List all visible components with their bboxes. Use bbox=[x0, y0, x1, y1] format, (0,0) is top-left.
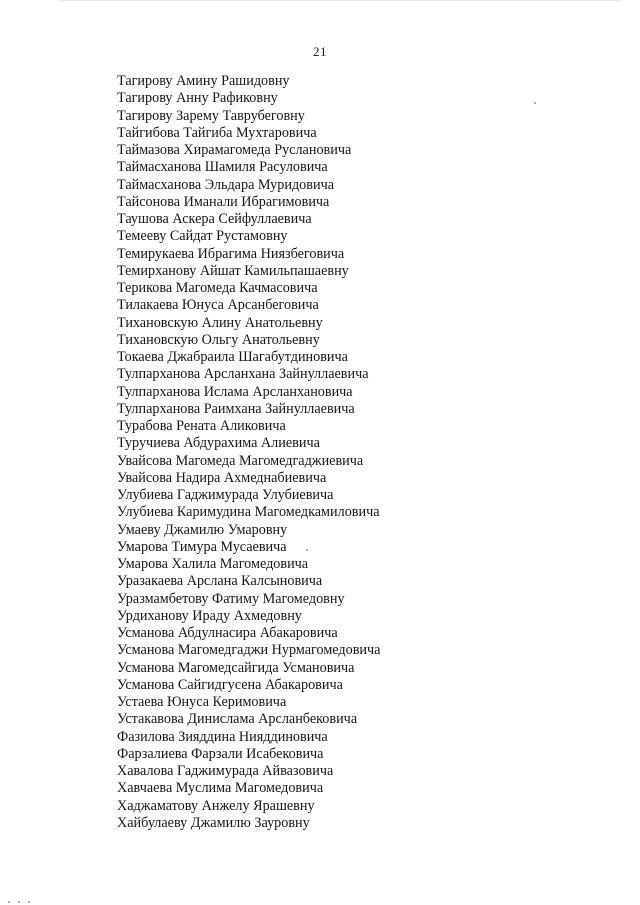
list-item: Туручиева Абдурахима Алиевича bbox=[117, 435, 320, 452]
scan-speck bbox=[534, 102, 536, 104]
list-item: Таймасханова Шамиля Расуловича bbox=[117, 159, 328, 176]
list-item: Улубиева Каримудина Магомедкамиловича bbox=[117, 504, 380, 521]
list-item: Уразмамбетову Фатиму Магомедовну bbox=[117, 590, 345, 607]
list-item: Увайсова Надира Ахмеднабиевича bbox=[117, 469, 327, 486]
list-item: Терикова Магомеда Качмасовича bbox=[117, 280, 318, 296]
list-item: Фарзалиева Фарзали Исабековича bbox=[117, 745, 324, 762]
list-item: Тайгибова Тайгиба Мухтаровича bbox=[117, 124, 317, 141]
list-item: Умарова Халила Магомедовича bbox=[117, 556, 309, 572]
scan-speck bbox=[18, 901, 20, 903]
list-item: Тайсонова Иманали Ибрагимовича bbox=[117, 193, 330, 210]
list-item: Тагирову Анну Рафиковну bbox=[117, 90, 278, 107]
list-item: Темирукаева Ибрагима Ниязбеговича bbox=[117, 245, 345, 262]
list-item: Тилакаева Юнуса Арсанбеговича bbox=[117, 297, 319, 314]
list-item: Усманова Магомедсайгида Усмановича bbox=[117, 659, 355, 676]
list-item: Хавчаева Муслима Магомедовича bbox=[117, 780, 324, 797]
list-item: Усманова Магомедгаджи Нурмагомедовича bbox=[117, 642, 381, 659]
list-item: Тулпарханова Ислама Арсланхановича bbox=[117, 383, 353, 400]
list-item: Улубиева Гаджимурада Улубиевича bbox=[117, 487, 334, 503]
list-item: Уразакаева Арслана Калсыновича bbox=[117, 573, 323, 590]
scan-speck bbox=[306, 549, 308, 551]
scan-edge-line bbox=[60, 0, 620, 1]
list-item: Тагирову Зарему Таврубеговну bbox=[117, 107, 305, 124]
list-item: Тихановскую Ольгу Анатольевну bbox=[117, 331, 320, 348]
list-item: Турабова Рената Аликовича bbox=[117, 418, 286, 434]
list-item: Темееву Сайдат Рустамовну bbox=[117, 228, 288, 245]
list-item: Урдиханову Ираду Ахмедовну bbox=[117, 607, 302, 624]
list-item: Таушова Аскера Сейфуллаевича bbox=[117, 211, 312, 227]
list-item: Тагирову Амину Рашидовну bbox=[117, 73, 290, 89]
list-item: Фазилова Зияддина Нияддиновича bbox=[117, 728, 328, 745]
list-item: Умаеву Джамилю Умаровну bbox=[117, 521, 288, 538]
name-list bbox=[117, 73, 380, 832]
scan-speck bbox=[28, 901, 30, 903]
list-item: Умарова Тимура Мусаевича bbox=[117, 538, 287, 555]
scan-speck bbox=[8, 901, 10, 903]
list-item: Устаева Юнуса Керимовича bbox=[117, 694, 287, 710]
list-item: Тулпарханова Раимхана Зайнуллаевича bbox=[117, 400, 355, 417]
list-item: Таймасханова Эльдара Муридовича bbox=[117, 176, 334, 193]
list-item: Усманова Абдулнасира Абакаровича bbox=[117, 625, 338, 641]
list-item: Усманова Сайгидгусена Абакаровича bbox=[117, 676, 343, 693]
list-item: Устакавова Динислама Арсланбековича bbox=[117, 711, 358, 728]
list-item: Увайсова Магомеда Магомедгаджиевича bbox=[117, 452, 364, 469]
list-item: Тихановскую Алину Анатольевну bbox=[117, 314, 323, 331]
list-item: Таймазова Хирамагомеда Руслановича bbox=[117, 142, 352, 158]
list-item: Темирханову Айшат Камильпашаевну bbox=[117, 262, 349, 279]
list-item: Хаджаматову Анжелу Ярашевну bbox=[117, 797, 315, 814]
list-item: Тулпарханова Арсланхана Зайнуллаевича bbox=[117, 366, 369, 383]
list-item: Хавалова Гаджимурада Айвазовича bbox=[117, 763, 334, 779]
list-item: Хайбулаеву Джамилю Зауровну bbox=[117, 814, 310, 831]
list-item: Токаева Джабраила Шагабутдиновича bbox=[117, 349, 348, 365]
page-number: 21 bbox=[313, 44, 327, 59]
